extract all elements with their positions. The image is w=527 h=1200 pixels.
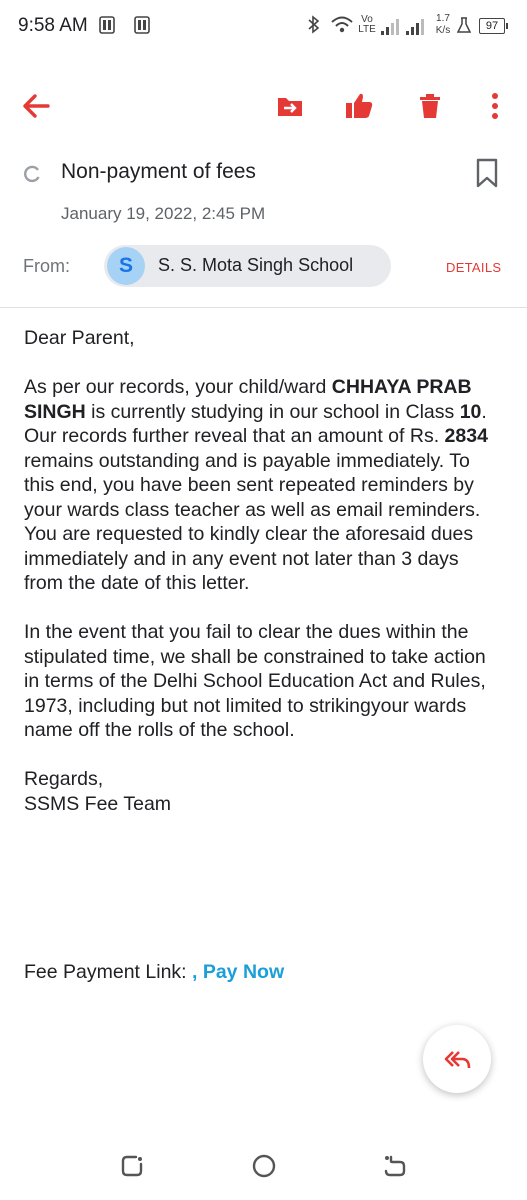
bluetooth-icon	[306, 12, 322, 42]
student-name: CHHAYA PRAB SINGH	[24, 376, 472, 423]
battery-icon: 97	[479, 18, 505, 34]
greeting: Dear Parent,	[24, 327, 135, 349]
details-button[interactable]: DETAILS	[446, 260, 502, 275]
email-date: January 19, 2022, 2:45 PM	[61, 204, 266, 223]
body-text: As per our records, your child/ward	[24, 376, 332, 398]
pay-now-link[interactable]: , Pay Now	[192, 961, 285, 983]
home-icon[interactable]	[250, 1152, 278, 1180]
from-label: From:	[23, 256, 70, 276]
sender-name: S. S. Mota Singh School	[158, 255, 354, 275]
class-number: 10	[459, 400, 482, 423]
network-speed-unit: K/s	[435, 25, 451, 36]
app-notification-icon	[99, 16, 115, 34]
signature: SSMS Fee Team	[24, 792, 172, 815]
email-toolbar	[0, 78, 527, 134]
reply-all-icon	[442, 1044, 472, 1074]
status-bar	[0, 0, 527, 56]
bookmark-icon[interactable]	[474, 157, 500, 189]
back-arrow-icon[interactable]	[20, 90, 52, 122]
reply-all-button[interactable]	[423, 1025, 491, 1093]
wifi-icon	[330, 12, 354, 42]
refresh-icon	[22, 164, 42, 184]
avatar: S	[107, 247, 145, 285]
network-type: Vo LTE	[358, 14, 376, 35]
trash-icon[interactable]	[414, 90, 446, 122]
status-time: 9:58 AM	[18, 15, 88, 36]
body-text: remains outstanding and is payable immediately. To this end, you have been sent repeated reminders by your wards class teacher as well as email reminders. You are requested to kindly clear the aforesaid dues immediately and in any event not later than 3 days from the date of this letter.	[24, 449, 481, 594]
network-speed-value: 1.7	[436, 13, 450, 24]
sender-chip[interactable]	[104, 245, 391, 287]
back-icon[interactable]	[381, 1152, 409, 1180]
recents-icon[interactable]	[118, 1152, 146, 1180]
flask-icon	[456, 12, 472, 42]
body-paragraph-2: In the event that you fail to clear the dues within the stipulated time, we shall be constrained to take action in terms of the Delhi School Education Act and Rules, 1973, including but not limited to strikingyour wards name off the rolls of the school.	[24, 621, 486, 741]
amount-due: 2834	[444, 425, 488, 447]
body-text: is currently studying in our school in Class	[85, 400, 460, 423]
signal-icon	[405, 12, 427, 42]
header-divider	[0, 307, 527, 308]
email-subject: Non-payment of fees	[61, 160, 256, 183]
body-paragraph-1	[24, 375, 502, 596]
thumbs-up-icon[interactable]	[343, 90, 375, 122]
email-body	[24, 326, 502, 816]
app-notification-icon	[134, 16, 150, 34]
signal-icon	[380, 12, 402, 42]
move-to-folder-icon[interactable]	[274, 90, 306, 122]
body-text: . Our records further reveal that an amount of Rs.	[24, 400, 487, 447]
regards: Regards,	[24, 768, 104, 790]
payment-line	[24, 961, 284, 984]
payment-label: Fee Payment Link:	[24, 961, 192, 983]
more-vert-icon[interactable]	[483, 90, 507, 122]
